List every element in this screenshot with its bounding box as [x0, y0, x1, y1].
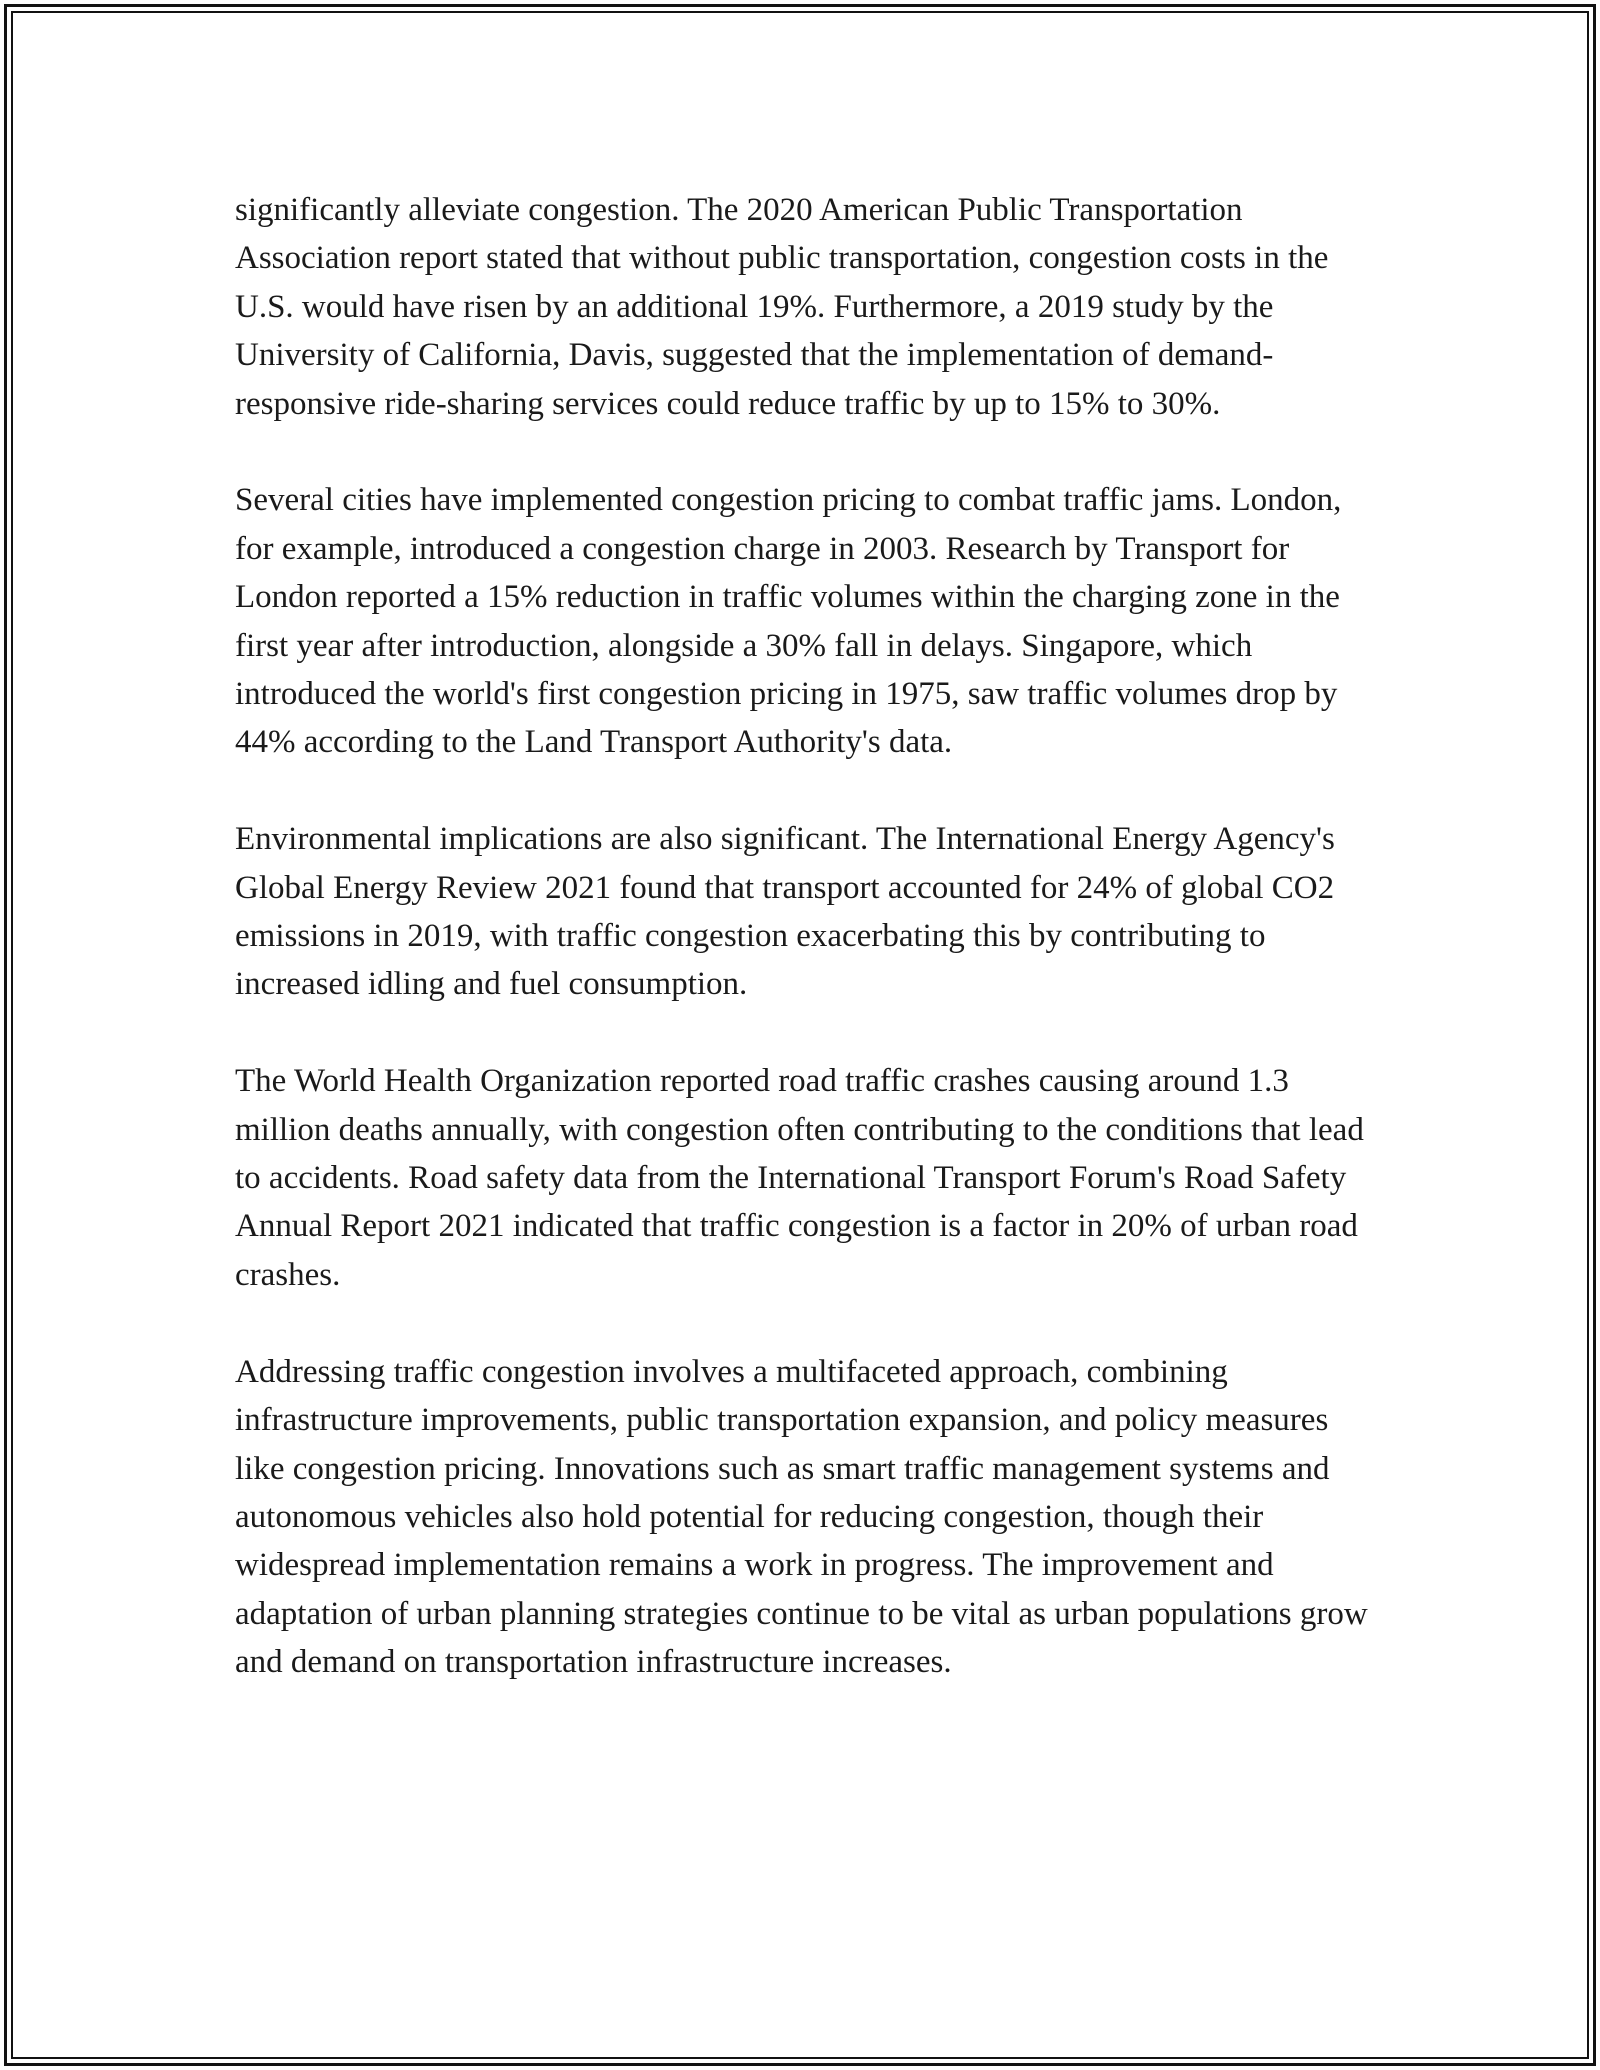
document-body [235, 186, 1370, 1687]
paragraph-conclusion: Addressing traffic congestion involves a multifaceted approach, combining infrastructure improvements, public transportation expansion, and policy measures like congestion pricing. Innovations such as smart traffic management systems and autonomous vehicles also hold potential for reducing congestion, though their widespread implementation remains a work in progress. The improvement and adaptation of urban planning strategies continue to be vital as urban populations grow and demand on transportation infrastructure increases. [235, 1353, 1368, 1681]
paragraph-public-transport: significantly alleviate congestion. The 2020 American Public Transportation Association report stated that without public transportation, congestion costs in the U.S. would have risen by an additional 19%. Furthermore, a 2019 study by the University of California, Davis, suggested that the implementation of demand-responsive ride-sharing services could reduce traffic by up to 15% to 30%. [235, 192, 1329, 422]
paragraph-environmental: Environmental implications are also significant. The International Energy Agency's Global Energy Review 2021 found that transport accounted for 24% of global CO2 emissions in 2019, with traffic congestion exacerbating this by contributing to increased idling and fuel consumption. [235, 821, 1335, 1003]
paragraph-road-safety: The World Health Organization reported road traffic crashes causing around 1.3 million deaths annually, with congestion often contributing to the conditions that lead to accidents. Road safety data from the International Transport Forum's Road Safety Annual Report 2021 indicated that traffic congestion is a factor in 20% of urban road crashes. [235, 1063, 1364, 1293]
paragraph-congestion-pricing: Several cities have implemented congestion pricing to combat traffic jams. London, for example, introduced a congestion charge in 2003. Research by Transport for London reported a 15% reduction in traffic volumes within the charging zone in the first year after introduction, alongside a 30% fall in delays. Singapore, which introduced the world's first congestion pricing in 1975, saw traffic volumes drop by 44% according to the Land Transport Authority's data. [235, 482, 1342, 761]
